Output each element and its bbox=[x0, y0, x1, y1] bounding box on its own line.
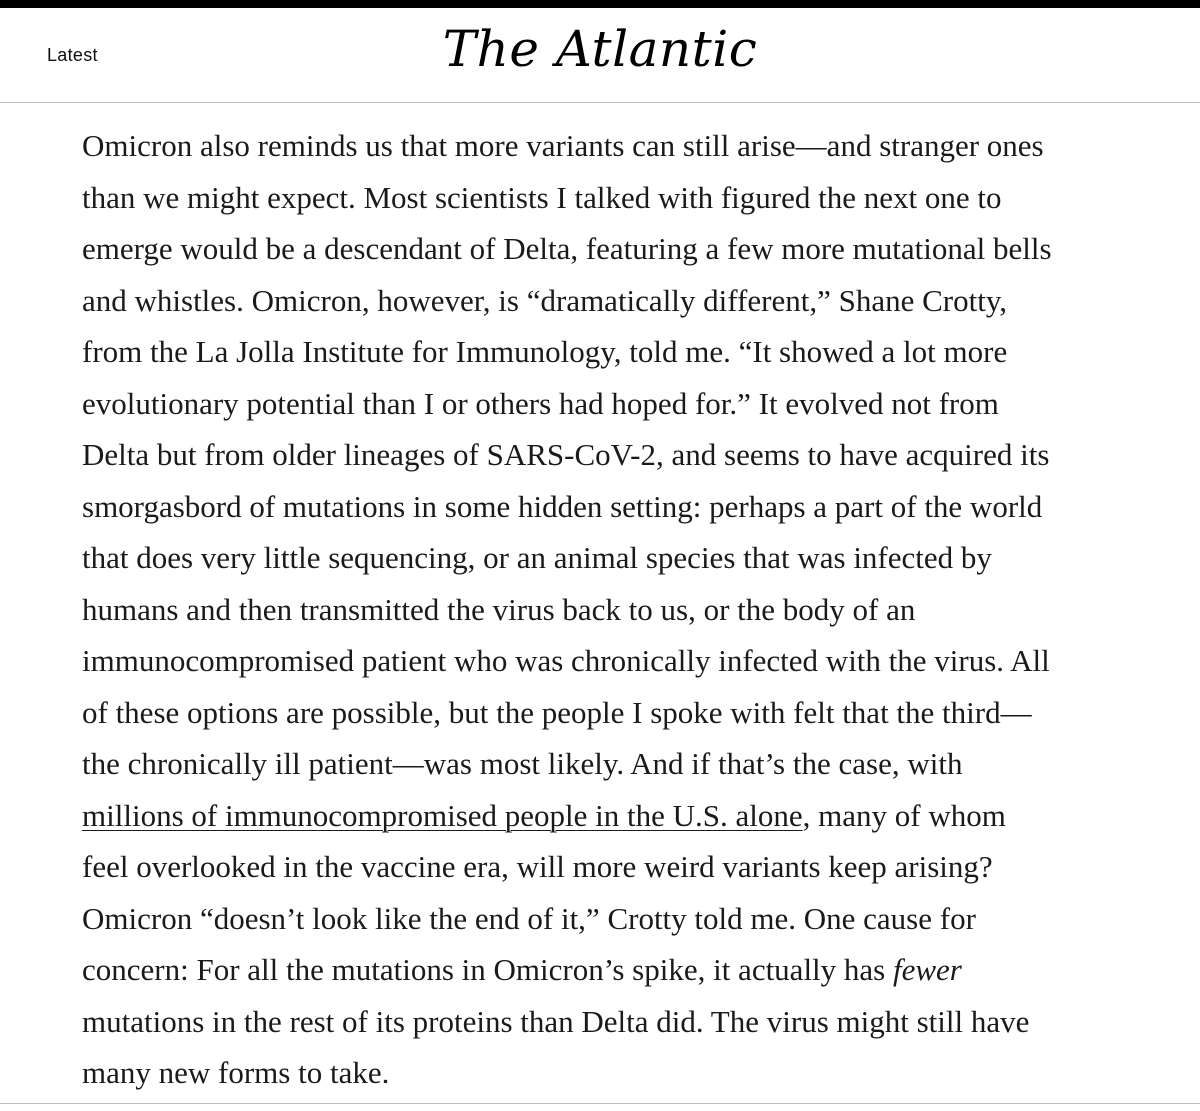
article-line-with-emphasis bbox=[82, 944, 1132, 996]
article-text: concern: For all the mutations in Omicron’s spike, it actually has bbox=[82, 952, 893, 987]
article-line: Omicron also reminds us that more variants can still arise—and stranger ones bbox=[82, 128, 1044, 163]
article-body bbox=[82, 120, 1132, 1099]
article-line: immunocompromised patient who was chronically infected with the virus. All bbox=[82, 643, 1050, 678]
article-line: Delta but from older lineages of SARS-CoV-2, and seems to have acquired its bbox=[82, 437, 1050, 472]
emphasis-fewer: fewer bbox=[893, 952, 962, 987]
article-line-with-link bbox=[82, 790, 1132, 842]
article-line: emerge would be a descendant of Delta, featuring a few more mutational bells bbox=[82, 231, 1052, 266]
article-line: mutations in the rest of its proteins than Delta did. The virus might still have bbox=[82, 1003, 1030, 1039]
site-header bbox=[0, 8, 1200, 103]
latest-link[interactable]: Latest bbox=[47, 45, 98, 65]
article-line: that does very little sequencing, or an animal species that was infected by bbox=[82, 540, 992, 575]
article-line: humans and then transmitted the virus back to us, or the body of an bbox=[82, 591, 916, 627]
site-logo[interactable]: The Atlantic bbox=[442, 20, 758, 78]
article-line: than we might expect. Most scientists I talked with figured the next one to bbox=[82, 179, 1002, 215]
article-line: evolutionary potential than I or others had hoped for.” It evolved not from bbox=[82, 385, 999, 421]
article-line: and whistles. Omicron, however, is “dramatically different,” Shane Crotty, bbox=[82, 282, 1008, 318]
article-line: Omicron “doesn’t look like the end of it,” Crotty told me. One cause for bbox=[82, 900, 976, 936]
article-line: the chronically ill patient—was most likely. And if that’s the case, with bbox=[82, 746, 963, 781]
bottom-rule bbox=[0, 1103, 1200, 1104]
article-line: from the La Jolla Institute for Immunology, told me. “It showed a lot more bbox=[82, 334, 1008, 369]
top-rule bbox=[0, 0, 1200, 8]
article-line: feel overlooked in the vaccine era, will more weird variants keep arising? bbox=[82, 849, 993, 884]
article-text: , many of whom bbox=[802, 797, 1006, 833]
article-line: many new forms to take. bbox=[82, 1055, 390, 1090]
article-line: of these options are possible, but the people I spoke with felt that the third— bbox=[82, 694, 1032, 730]
immunocompromised-link[interactable]: millions of immunocompromised people in the U.S. alone bbox=[82, 797, 803, 833]
article-line: smorgasbord of mutations in some hidden setting: perhaps a part of the world bbox=[82, 488, 1043, 524]
